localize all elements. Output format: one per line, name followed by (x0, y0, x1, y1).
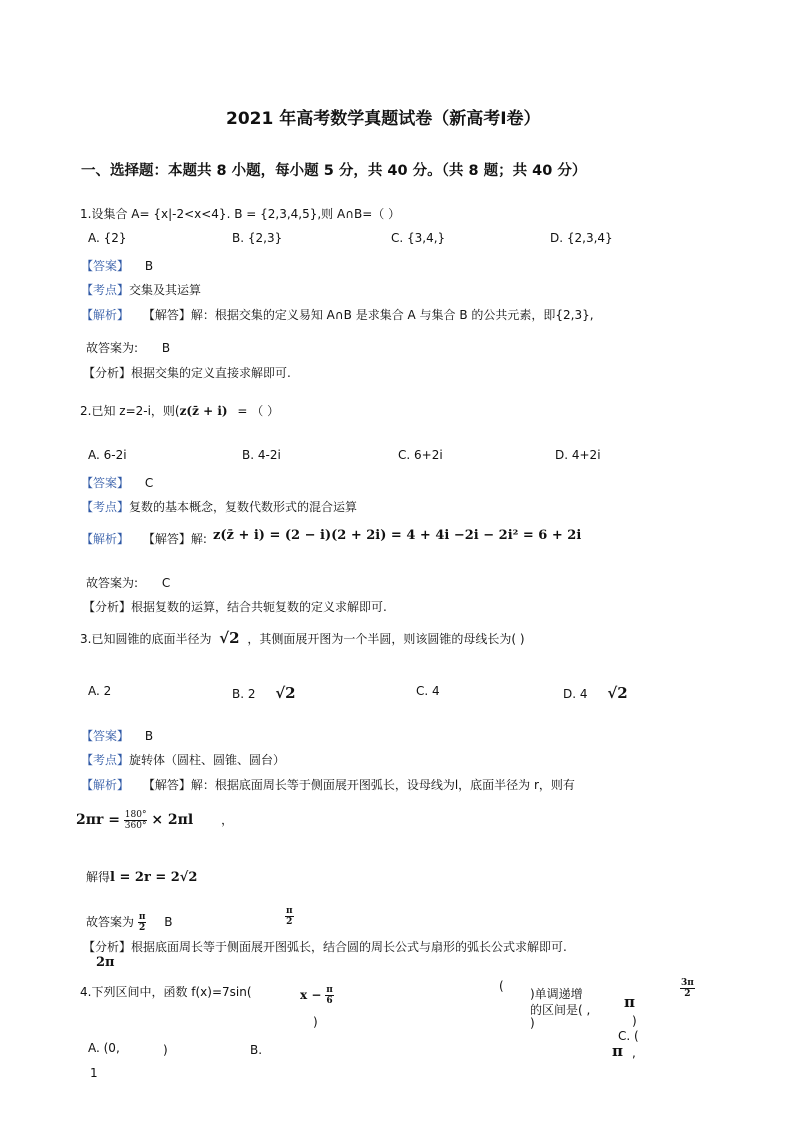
question-2-stem (80, 402, 279, 419)
q3-stray-fraction (285, 906, 294, 927)
q3-option-b-label: B. 2 (232, 687, 256, 701)
q4-monotone-1: )单调递增 (530, 987, 583, 1001)
q1-fenxi: 根据交集的定义直接求解即可. (131, 366, 291, 380)
q2-option-c: C. 6+2i (398, 448, 443, 462)
q4-option-c-pi: π (612, 1042, 623, 1060)
question-3-stem (80, 629, 525, 647)
q2-stem-math: z(z̄ + i) (179, 404, 228, 418)
q3-option-a: A. 2 (88, 684, 112, 698)
q4-x-expr (300, 985, 334, 1006)
analysis-tag: 【解析】 (81, 532, 130, 546)
q3-conclusion-row (86, 912, 173, 933)
q3-option-b (232, 684, 296, 702)
q3-point-row (81, 751, 285, 768)
q1-option-a: A. {2} (88, 231, 127, 245)
q4-x-frac-num: π (326, 985, 333, 995)
q3-option-b-math: √2 (275, 684, 296, 702)
q3-stray-math: 2π (96, 955, 115, 970)
q4-big-fraction (680, 978, 695, 999)
q2-option-b: B. 4-2i (242, 448, 281, 462)
q4-monotone-2: 的区间是( , (530, 1003, 591, 1017)
q1-answer: B (144, 259, 154, 273)
point-tag: 【考点】 (81, 283, 130, 297)
q1-conclusion-row (86, 339, 170, 356)
q1-answer-row (81, 257, 153, 274)
q1-option-d: D. {2,3,4} (550, 231, 613, 245)
q2-fenxi: 根据复数的运算，结合共轭复数的定义求解即可. (131, 600, 387, 614)
point-tag: 【考点】 (81, 753, 130, 767)
q1-conclusion: B (161, 341, 171, 355)
q1-option-c: C. {3,4,} (391, 231, 446, 245)
q3-solve-label: 解得 (86, 870, 111, 884)
q4-paren-close: ) (313, 1015, 318, 1029)
q3-option-c: C. 4 (416, 684, 440, 698)
q3-stray-frac-num: π (286, 906, 293, 916)
q1-point: 交集及其运算 (129, 283, 202, 297)
point-tag: 【考点】 (81, 500, 130, 514)
q3-option-d-math: √2 (607, 684, 628, 702)
analysis-tag: 【解析】 (81, 308, 130, 322)
q4-x-frac-den: 6 (326, 996, 333, 1006)
q3-option-d-label: D. 4 (563, 687, 588, 701)
q3-formula-lhs: 2πr = (76, 812, 120, 828)
q4-option-b: B. (250, 1043, 263, 1057)
q3-stray-frac-den: 2 (286, 917, 293, 927)
q4-x-frac (325, 985, 334, 1006)
q2-answer: C (144, 476, 154, 490)
q2-option-d: D. 4+2i (555, 448, 601, 462)
q2-analysis-formula: z(z̄ + i) = (2 − i)(2 + 2i) = 4 + 4i −2i − 2i² = 6 + 2i (213, 528, 582, 543)
q2-analysis: 【解答】解: (142, 532, 207, 546)
q3-formula (76, 810, 233, 831)
q4-option-a-close: ) (163, 1043, 168, 1057)
fenxi-tag: 【分析】 (83, 940, 132, 954)
q4-option-c: C. ( (618, 1029, 639, 1043)
q3-analysis-row (81, 776, 575, 793)
q3-stem-post: ，其侧面展开图为一个半圆，则该圆锥的母线长为( ) (247, 632, 525, 646)
q4-close-paren-2: ) (632, 1014, 637, 1028)
q3-formula-tail: ， (221, 813, 234, 827)
q3-solve-row (86, 868, 197, 885)
q2-analysis-row (81, 530, 207, 547)
q2-point: 复数的基本概念，复数代数形式的混合运算 (129, 500, 358, 514)
answer-tag: 【答案】 (81, 259, 130, 273)
q2-conclusion: C (161, 576, 171, 590)
q3-fenxi-row (83, 938, 567, 955)
q4-big-frac-den: 2 (684, 989, 691, 999)
analysis-tag: 【解析】 (81, 778, 130, 792)
q3-conclusion-frac (138, 912, 147, 933)
q1-fenxi-row (83, 364, 291, 381)
q3-solve-math: l = 2r = 2√2 (110, 870, 198, 885)
q4-monotone-3: ) (530, 1016, 535, 1030)
q1-conclusion-label: 故答案为: (86, 341, 139, 355)
q4-option-a: A. (0, (88, 1041, 120, 1055)
q4-pi: π (624, 993, 635, 1011)
q3-conclusion-frac-den: 2 (139, 923, 146, 933)
q2-fenxi-row (83, 598, 387, 615)
q4-x-expr-text: x − (300, 988, 322, 1002)
q2-conclusion-label: 故答案为: (86, 576, 139, 590)
fenxi-tag: 【分析】 (83, 600, 132, 614)
q3-conclusion-frac-num: π (138, 912, 146, 922)
page-title: 2021 年高考数学真题试卷（新高考Ⅰ卷） (226, 109, 541, 129)
q1-point-row (81, 281, 201, 298)
q3-answer: B (144, 729, 154, 743)
fenxi-tag: 【分析】 (83, 366, 132, 380)
q2-answer-row (81, 474, 153, 491)
q2-stem-pre: 2.已知 z=2-i，则( (80, 404, 180, 418)
q1-analysis-row (81, 306, 594, 323)
q3-stem-pre: 3.已知圆锥的底面半径为 (80, 632, 212, 646)
q3-analysis: 【解答】解：根据底面周长等于侧面展开图弧长，设母线为l，底面半径为 r，则有 (142, 778, 575, 792)
q3-formula-rhs: × 2πl (151, 812, 194, 828)
answer-tag: 【答案】 (81, 476, 130, 490)
q2-stem-post: = （ ） (237, 404, 280, 418)
page-number: 1 (90, 1066, 98, 1080)
q2-conclusion-row (86, 574, 170, 591)
q4-paren-open: ( (499, 979, 504, 993)
q3-fenxi: 根据底面周长等于侧面展开图弧长，结合圆的周长公式与扇形的弧长公式求解即可. (131, 940, 567, 954)
q2-option-a: A. 6-2i (88, 448, 127, 462)
q3-formula-fraction (124, 810, 148, 831)
q3-conclusion-label: 故答案为 (86, 915, 135, 929)
q3-formula-den: 360° (124, 821, 147, 831)
q3-point: 旋转体（圆柱、圆锥、圆台） (129, 753, 286, 767)
question-1-stem: 1.设集合 A= {x|-2<x<4}. B = {2,3,4,5},则 A∩B=（ ） (80, 207, 401, 221)
q3-conclusion: B (164, 915, 173, 929)
question-4-stem: 4.下列区间中，函数 f(x)=7sin( (80, 985, 252, 999)
q3-formula-num: 180° (124, 810, 147, 820)
q3-stem-math: √2 (219, 629, 240, 647)
q1-option-b: B. {2,3} (232, 231, 283, 245)
q4-option-c-comma: , (632, 1046, 636, 1060)
q4-big-frac-num: 3π (681, 978, 694, 988)
section-heading: 一、选择题：本题共 8 小题，每小题 5 分，共 40 分。（共 8 题；共 40 分） (81, 163, 587, 179)
q1-analysis: 【解答】解：根据交集的定义易知 A∩B 是求集合 A 与集合 B 的公共元素，即{2,3}, (142, 308, 594, 322)
answer-tag: 【答案】 (81, 729, 130, 743)
q2-point-row (81, 498, 357, 515)
q3-answer-row (81, 727, 153, 744)
q3-option-d (563, 684, 628, 702)
